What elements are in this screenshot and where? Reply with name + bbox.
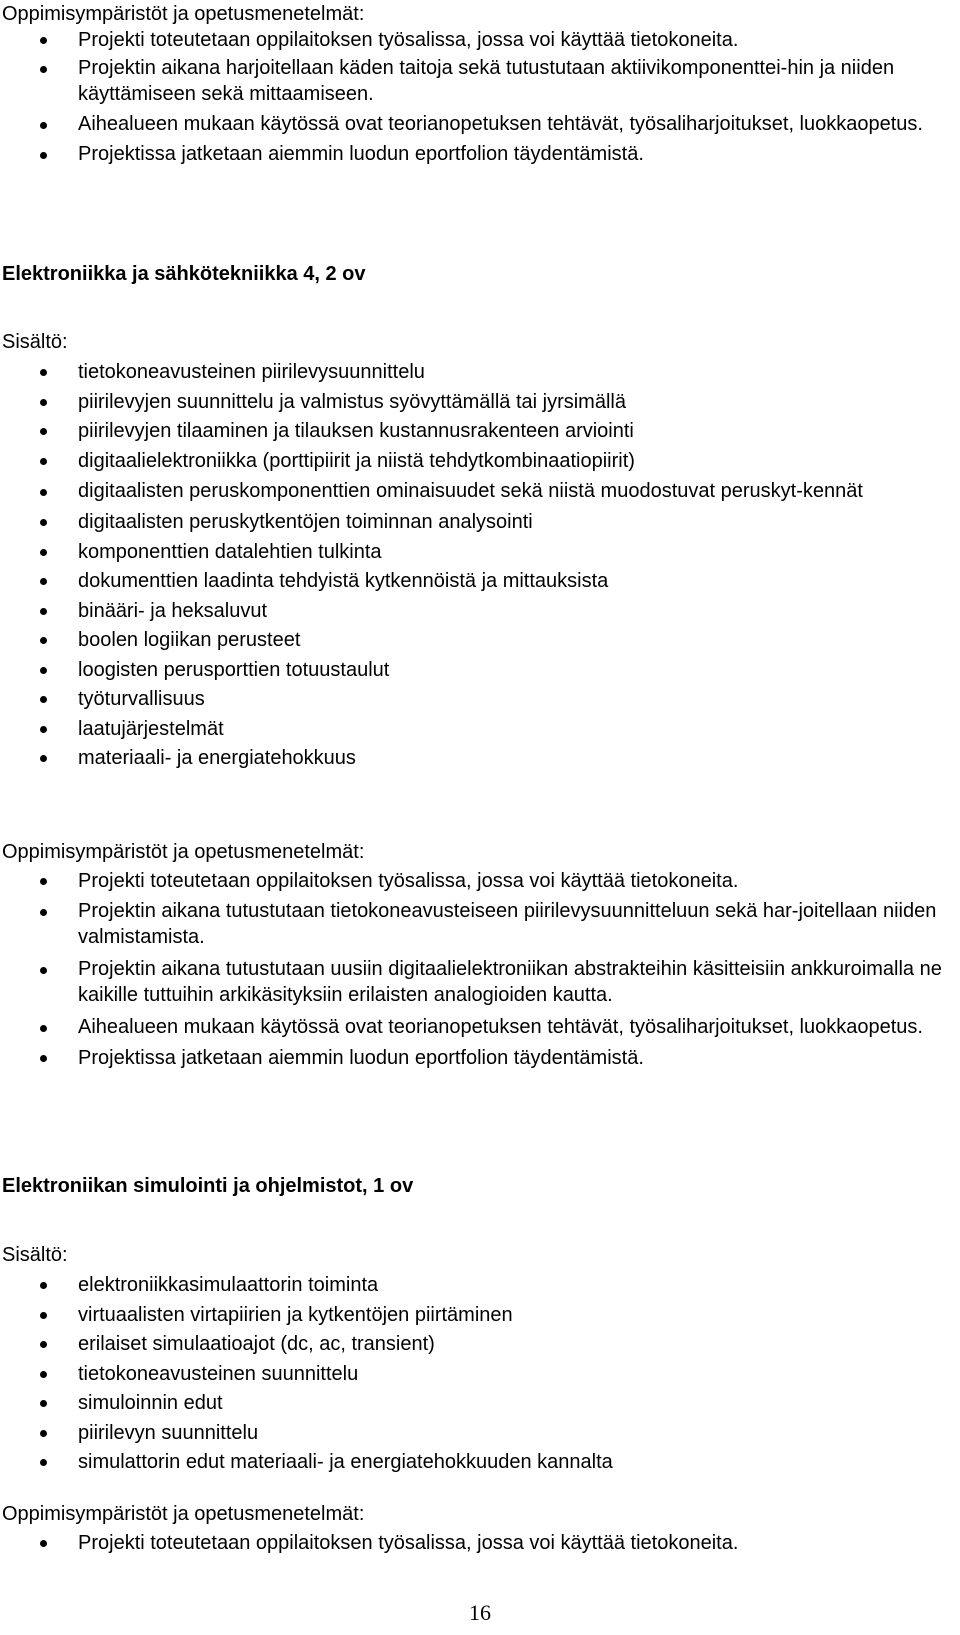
list-item-text: boolen logiikan perusteet xyxy=(78,629,301,651)
list-item xyxy=(2,1529,952,1558)
content-list xyxy=(2,358,952,774)
list-item-text: simulattorin edut materiaali- ja energiatehokkuuden kannalta xyxy=(78,1451,613,1473)
list-item xyxy=(2,685,952,715)
environment-label: Oppimisympäristöt ja opetusmenetelmät: xyxy=(2,3,365,25)
bullet-icon xyxy=(40,519,47,526)
list-item-text: tietokoneavusteinen piirilevysuunnittelu xyxy=(78,361,425,383)
list-item xyxy=(2,388,952,418)
content-list xyxy=(2,1271,952,1478)
list-item-text: tietokoneavusteinen suunnittelu xyxy=(78,1362,359,1385)
list-item-text: komponenttien datalehtien tulkinta xyxy=(78,540,382,563)
list-item xyxy=(2,626,952,656)
bullet-icon xyxy=(40,726,47,733)
list-item xyxy=(2,55,952,107)
section-2 xyxy=(2,1174,952,1198)
bullet-icon xyxy=(40,1312,47,1319)
section-2-title: Elektroniikan simulointi ja ohjelmistot, 1 ov xyxy=(2,1175,414,1197)
list-item xyxy=(2,1044,952,1073)
bullet-icon xyxy=(40,578,47,585)
list-item xyxy=(2,478,952,504)
list-item-text: Projektissa jatketaan aiemmin luodun eportfolion täydentämistä. xyxy=(78,1047,644,1069)
section-2-environment xyxy=(2,1502,952,1558)
section-1-title: Elektroniikka ja sähkötekniikka 4, 2 ov xyxy=(2,263,366,285)
page-number: 16 xyxy=(469,1600,491,1625)
list-item-text: piirilevyjen tilaaminen ja tilauksen kustannusrakenteen arviointi xyxy=(78,420,634,442)
bullet-icon xyxy=(40,549,47,556)
list-item-text: laatujärjestelmät xyxy=(78,717,224,740)
bullet-icon xyxy=(40,1371,47,1378)
list-item xyxy=(2,1448,952,1478)
section-1-environment xyxy=(2,840,952,1073)
content-label: Sisältö: xyxy=(2,331,68,353)
list-item-text: Projektissa jatketaan aiemmin luodun eportfolion täydentämistä. xyxy=(78,143,644,165)
list-item-text: Projekti toteutetaan oppilaitoksen työsalissa, jossa voi käyttää tietokoneita. xyxy=(78,1532,739,1554)
list-item xyxy=(2,898,952,950)
environment-list xyxy=(2,867,952,1073)
list-item-text: dokumenttien laadinta tehdyistä kytkennöistä ja mittauksista xyxy=(78,570,609,592)
bullet-icon xyxy=(40,1540,47,1547)
section-1-content xyxy=(2,330,952,774)
bullet-icon xyxy=(40,369,47,376)
bullet-icon xyxy=(40,399,47,406)
list-item xyxy=(2,1330,952,1360)
list-item-text: Projektin aikana tutustutaan tietokoneavusteiseen piirilevysuunnitteluun sekä har-joitellaan niiden valmistamista. xyxy=(78,900,937,948)
list-item-text: Projekti toteutetaan oppilaitoksen työsalissa, jossa voi käyttää tietokoneita. xyxy=(78,870,739,892)
list-item xyxy=(2,1271,952,1301)
list-item xyxy=(2,358,952,388)
bullet-icon xyxy=(40,37,47,44)
list-item-text: Projekti toteutetaan oppilaitoksen työsalissa, jossa voi käyttää tietokoneita. xyxy=(78,29,739,51)
bullet-icon xyxy=(40,637,47,644)
bullet-icon xyxy=(40,1459,47,1466)
bullet-icon xyxy=(40,608,47,615)
bullet-icon xyxy=(40,667,47,674)
list-item xyxy=(2,1389,952,1419)
list-item-text: loogisten perusporttien totuustaulut xyxy=(78,658,390,681)
list-item xyxy=(2,567,952,597)
list-item xyxy=(2,1419,952,1449)
bullet-icon xyxy=(40,1400,47,1407)
section-0-environment xyxy=(2,2,952,167)
bullet-icon xyxy=(40,152,47,159)
list-item xyxy=(2,1360,952,1390)
bullet-icon xyxy=(40,458,47,465)
bullet-icon xyxy=(40,1430,47,1437)
list-item xyxy=(2,1014,952,1040)
list-item xyxy=(2,956,952,1008)
list-item-text: digitaalisten peruskomponenttien ominaisuudet sekä niistä muodostuvat peruskyt-kennät xyxy=(78,480,863,502)
bullet-icon xyxy=(40,967,47,974)
list-item-text: erilaiset simulaatioajot (dc, ac, transient) xyxy=(78,1333,435,1355)
environment-label: Oppimisympäristöt ja opetusmenetelmät: xyxy=(2,1503,365,1525)
list-item xyxy=(2,538,952,568)
list-item xyxy=(2,508,952,538)
list-item xyxy=(2,111,952,137)
bullet-icon xyxy=(40,122,47,129)
bullet-icon xyxy=(40,1282,47,1289)
list-item xyxy=(2,141,952,167)
list-item-text: elektroniikkasimulaattorin toiminta xyxy=(78,1274,379,1296)
bullet-icon xyxy=(40,1341,47,1348)
environment-label: Oppimisympäristöt ja opetusmenetelmät: xyxy=(2,841,365,863)
section-2-content xyxy=(2,1243,952,1478)
list-item xyxy=(2,417,952,447)
list-item-text: Aihealueen mukaan käytössä ovat teorianopetuksen tehtävät, työsaliharjoitukset, luokkaopetus. xyxy=(78,113,923,135)
list-item-text: virtuaalisten virtapiirien ja kytkentöjen piirtäminen xyxy=(78,1303,513,1326)
list-item-text: Projektin aikana tutustutaan uusiin digitaalielektroniikan abstrakteihin käsitteisiin ankkuroimalla ne kaikille tuttuihin arkikäsityksiin erilaisten analogioiden kautta. xyxy=(78,958,942,1006)
list-item xyxy=(2,597,952,627)
list-item-text: Aihealueen mukaan käytössä ovat teorianopetuksen tehtävät, työsaliharjoitukset, luokkaopetus. xyxy=(78,1016,923,1038)
list-item xyxy=(2,744,952,774)
bullet-icon xyxy=(40,696,47,703)
environment-list xyxy=(2,1529,952,1558)
bullet-icon xyxy=(40,878,47,885)
bullet-icon xyxy=(40,755,47,762)
environment-list xyxy=(2,26,952,167)
list-item xyxy=(2,656,952,686)
bullet-icon xyxy=(40,66,47,73)
list-item-text: piirilevyjen suunnittelu ja valmistus syövyttämällä tai jyrsimällä xyxy=(78,390,626,413)
list-item-text: binääri- ja heksaluvut xyxy=(78,599,267,622)
bullet-icon xyxy=(40,909,47,916)
list-item-text: digitaalisten peruskytkentöjen toiminnan analysointi xyxy=(78,511,533,533)
list-item xyxy=(2,715,952,745)
list-item-text: materiaali- ja energiatehokkuus xyxy=(78,747,356,769)
bullet-icon xyxy=(40,489,47,496)
list-item xyxy=(2,447,952,477)
list-item-text: työturvallisuus xyxy=(78,688,205,710)
list-item-text: piirilevyn suunnittelu xyxy=(78,1421,259,1444)
bullet-icon xyxy=(40,1055,47,1062)
list-item-text: digitaalielektroniikka (porttipiirit ja niistä tehdytkombinaatiopiirit) xyxy=(78,449,635,472)
list-item xyxy=(2,1301,952,1331)
bullet-icon xyxy=(40,428,47,435)
list-item xyxy=(2,26,952,55)
list-item-text: simuloinnin edut xyxy=(78,1392,223,1414)
section-1 xyxy=(2,262,952,286)
content-label: Sisältö: xyxy=(2,1244,68,1266)
list-item xyxy=(2,867,952,896)
list-item-text: Projektin aikana harjoitellaan käden taitoja sekä tutustutaan aktiivikomponenttei-hin ja niiden käyttämiseen sekä mittaamiseen. xyxy=(78,57,895,105)
bullet-icon xyxy=(40,1025,47,1032)
